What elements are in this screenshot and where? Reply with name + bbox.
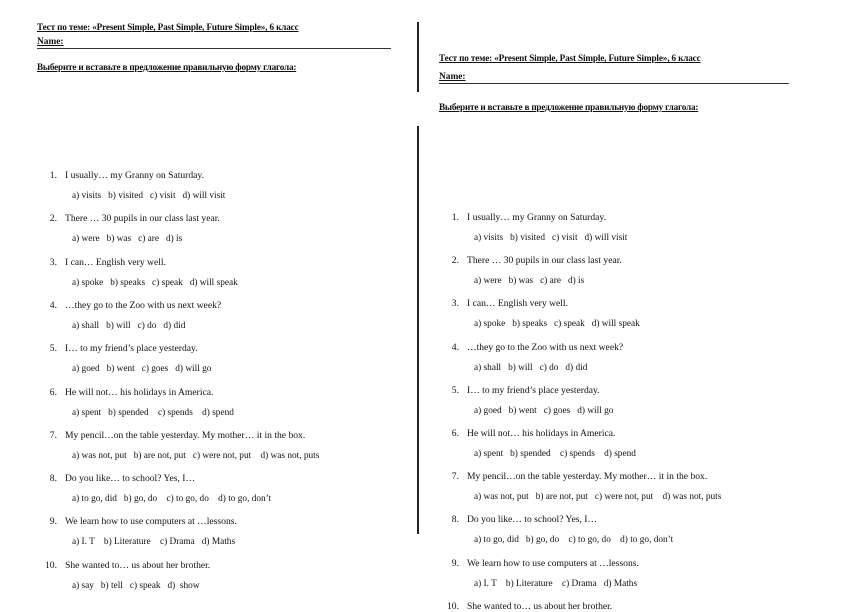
question-text: I… to my friend’s place yesterday. [65,343,198,355]
answer-options: a) was not, put b) are not, put c) were not, put d) was not, puts [72,450,320,461]
question-text: We learn how to use computers at …lessons. [467,557,639,569]
page-divider-bottom [417,126,419,534]
question-text: She wanted to… us about her brother. [65,559,211,571]
question-number: 8. [451,514,459,526]
question-number: 6. [451,428,459,439]
question-number: 9. [49,516,57,528]
question-number: 7. [49,429,57,441]
answer-options: a) shall b) will c) do d) did [474,362,588,373]
question-item [37,343,198,354]
question-item [37,387,213,398]
test-copy-right [439,53,799,612]
page-divider-top [417,22,419,92]
answer-options: a) were b) was c) are d) is [474,276,585,287]
question-item [439,255,622,266]
question-number: 4. [451,341,459,353]
question-text: She wanted to… us about her brother. [467,600,613,612]
answer-options: a) was not, put b) are not, put c) were not, put d) was not, puts [474,492,722,503]
answer-options: a) shall b) will c) do d) did [72,320,186,331]
instruction: Выберите и вставьте в предложение правильную форму глагола: [439,102,699,112]
question-text: He will not… his holidays in America. [467,428,616,439]
question-item [439,558,639,569]
question-number: 6. [49,386,57,398]
question-text: My pencil…on the table yesterday. My mother… it in the box. [467,471,708,483]
question-text: …they go to the Zoo with us next week? [65,299,222,311]
question-number: 1. [451,212,459,223]
question-text: We learn how to use computers at …lessons. [65,516,237,528]
question-text: He will not… his holidays in America. [65,386,214,398]
test-title: Тест по теме: «Present Simple, Past Simple, Future Simple», 6 класс [439,53,701,63]
question-number: 2. [451,255,459,267]
question-number: 8. [49,473,57,485]
answer-options: a) were b) was c) are d) is [72,234,183,245]
name-label: Name: [439,72,789,84]
answer-options: a) I. T b) Literature c) Drama d) Maths [72,537,236,548]
answer-options: a) spent b) spended c) spends d) spend [72,407,234,418]
question-text: I… to my friend’s place yesterday. [467,384,600,396]
question-item [37,170,204,181]
question-item [439,471,707,482]
question-item [37,213,220,224]
question-text: My pencil…on the table yesterday. My mother… it in the box. [65,429,306,441]
question-text: There … 30 pupils in our class last year. [467,255,622,267]
name-label: Name: [37,37,391,49]
instruction: Выберите и вставьте в предложение правильную форму глагола: [37,62,297,72]
answer-options: a) spent b) spended c) spends d) spend [474,449,636,459]
test-title: Тест по теме: «Present Simple, Past Simple, Future Simple», 6 класс [37,22,299,32]
question-item [37,300,221,311]
answer-options: a) goed b) went c) goes d) will go [72,364,212,375]
answer-options: a) spoke b) speaks c) speak d) will speak [72,277,238,288]
question-item [439,601,612,612]
question-item [37,560,210,571]
answer-options: a) spoke b) speaks c) speak d) will speak [474,319,640,330]
question-number: 9. [451,557,459,569]
question-text: I can… English very well. [65,256,166,268]
question-number: 5. [49,343,57,355]
question-number: 2. [49,213,57,225]
question-number: 3. [451,298,459,310]
question-item [439,385,600,396]
question-number: 1. [49,170,57,181]
answer-options: a) visits b) visited c) visit d) will visit [474,233,628,243]
question-text: I usually… my Granny on Saturday. [467,212,606,223]
question-number: 4. [49,299,57,311]
question-item [37,516,237,527]
question-item [37,430,305,441]
question-text: I usually… my Granny on Saturday. [65,170,204,181]
question-number: 7. [451,471,459,483]
question-item [439,428,615,439]
question-item [439,298,568,309]
question-number: 10. [45,559,57,571]
question-item [439,514,597,525]
question-number: 10. [447,600,459,612]
answer-options: a) to go, did b) go, do c) to go, do d) to go, don’t [72,494,272,505]
question-text: Do you like… to school? Yes, I… [65,473,196,485]
question-item [439,342,623,353]
answer-options: a) goed b) went c) goes d) will go [474,405,614,416]
question-number: 3. [49,256,57,268]
answer-options: a) say b) tell c) speak d) show [72,580,200,591]
question-number: 5. [451,384,459,396]
answer-options: a) visits b) visited c) visit d) will visit [72,191,226,201]
question-item [37,257,166,268]
question-text: I can… English very well. [467,298,568,310]
question-text: Do you like… to school? Yes, I… [467,514,598,526]
question-text: There … 30 pupils in our class last year. [65,213,220,225]
question-text: …they go to the Zoo with us next week? [467,341,624,353]
test-copy-left [37,22,393,591]
answer-options: a) to go, did b) go, do c) to go, do d) to go, don’t [474,535,674,546]
answer-options: a) I. T b) Literature c) Drama d) Maths [474,578,638,589]
question-item [37,473,195,484]
question-item [439,212,606,223]
